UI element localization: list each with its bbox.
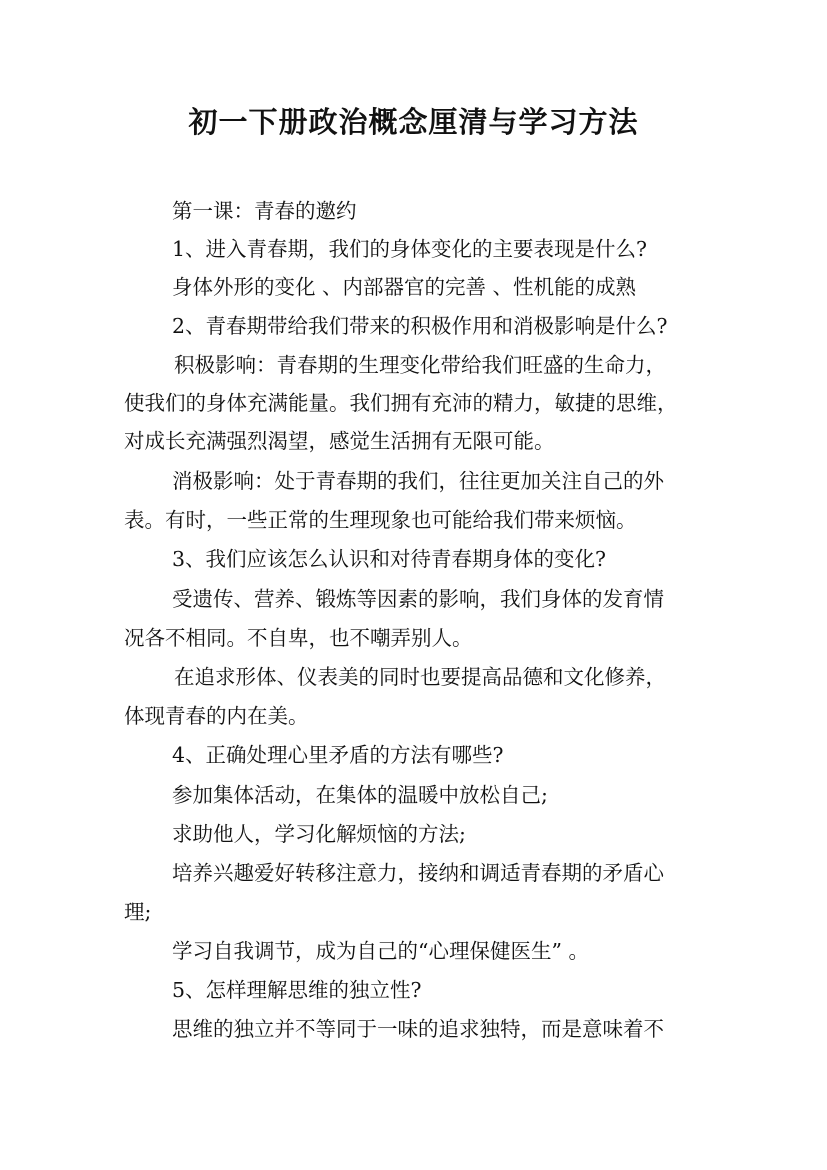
question-2: 2、青春期带给我们带来的积极作用和消极影响是什么?: [172, 314, 668, 338]
answer-4-item-3-line-1: 培养兴趣爱好转移注意力，接纳和调适青春期的矛盾心: [172, 861, 664, 885]
lesson-heading: 第一课：青春的邀约: [172, 199, 357, 223]
answer-4-item-4: 学习自我调节，成为自己的“心理保健医生” 。: [172, 939, 589, 963]
answer-3-line-4: 体现青春的内在美。: [124, 704, 309, 728]
question-4: 4、正确处理心里矛盾的方法有哪些?: [172, 743, 504, 767]
answer-5-line-1: 思维的独立并不等同于一味的追求独特，而是意味着不: [172, 1017, 664, 1041]
question-3: 3、我们应该怎么认识和对待青春期身体的变化?: [172, 547, 607, 571]
question-1: 1、进入青春期，我们的身体变化的主要表现是什么?: [172, 237, 648, 261]
answer-2-positive-line-3: 对成长充满强烈渴望，感觉生活拥有无限可能。: [124, 429, 555, 453]
document-title: 初一下册政治概念厘清与学习方法: [188, 105, 639, 139]
question-5: 5、怎样理解思维的独立性?: [172, 978, 422, 1002]
answer-2-negative-line-1: 消极影响：处于青春期的我们，往往更加关注自己的外: [172, 469, 664, 493]
answer-3-line-2: 况各不相同。不自卑，也不嘲弄别人。: [124, 626, 473, 650]
answer-3-line-1: 受遗传、营养、锻炼等因素的影响，我们身体的发育情: [172, 587, 664, 611]
answer-4-item-2: 求助他人，学习化解烦恼的方法;: [172, 822, 466, 846]
answer-4-item-1: 参加集体活动，在集体的温暖中放松自己;: [172, 783, 548, 807]
answer-3-line-3: 在追求形体、仪表美的同时也要提高品德和文化修养，: [174, 665, 666, 689]
answer-4-item-3-line-2: 理;: [124, 900, 152, 924]
answer-2-positive-line-1: 积极影响：青春期的生理变化带给我们旺盛的生命力，: [174, 353, 666, 377]
answer-2-positive-line-2: 使我们的身体充满能量。我们拥有充沛的精力，敏捷的思维，: [124, 391, 678, 415]
answer-2-negative-line-2: 表。有时，一些正常的生理现象也可能给我们带来烦恼。: [124, 508, 637, 532]
answer-1: 身体外形的变化 、内部器官的完善 、性机能的成熟: [172, 275, 637, 299]
